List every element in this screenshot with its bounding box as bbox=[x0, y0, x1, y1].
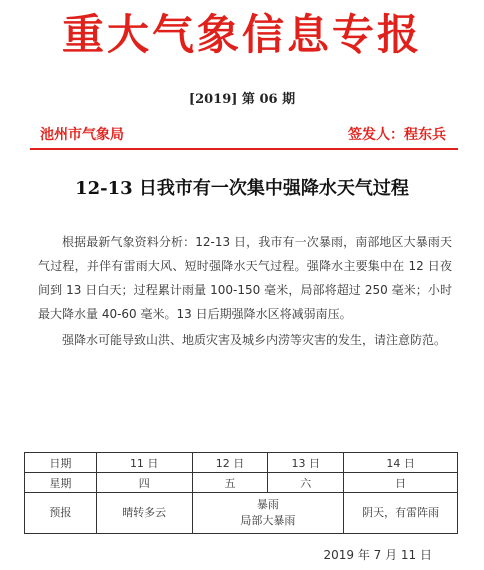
row-label-forecast: 预报 bbox=[25, 493, 97, 534]
issuer-name: 池州市气象局 bbox=[40, 127, 124, 143]
paragraph-analysis: 根据最新气象资料分析：12-13 日，我市有一次暴雨，南部地区大暴雨天气过程，并伴有雷雨大风、短时强降水天气过程。强降水主要集中在 12 日夜间到 13 日白天；过程累计雨量 100-150 毫米，局部将超过 250 毫米；小时最大降水量 40-60 毫米。13 日后期强降水区将减弱南压。 bbox=[38, 235, 452, 321]
bulletin-body bbox=[38, 230, 452, 354]
date-cell: 14 日 bbox=[344, 453, 458, 473]
masthead-title: 重大气象信息专报 bbox=[61, 10, 422, 59]
paragraph-warning: 强降水可能导致山洪、地质灾害及城乡内涝等灾害的发生，请注意防范。 bbox=[62, 333, 447, 347]
weekday-cell: 四 bbox=[96, 473, 192, 493]
table-row-date bbox=[25, 453, 458, 473]
forecast-cell-11: 晴转多云 bbox=[96, 493, 192, 534]
table-row-weekday bbox=[25, 473, 458, 493]
issue-number: [2019] 第 06 期 bbox=[188, 92, 296, 107]
date-cell: 13 日 bbox=[268, 453, 344, 473]
row-label-date: 日期 bbox=[25, 453, 97, 473]
issue-date: 2019 年 7 月 11 日 bbox=[323, 548, 432, 562]
header-divider bbox=[30, 148, 458, 150]
bulletin-headline: 12-13 日我市有一次集中强降水天气过程 bbox=[75, 178, 409, 199]
date-cell: 12 日 bbox=[192, 453, 268, 473]
weekday-cell: 五 bbox=[192, 473, 268, 493]
row-label-weekday: 星期 bbox=[25, 473, 97, 493]
weekday-cell: 日 bbox=[344, 473, 458, 493]
signer-name: 签发人：程东兵 bbox=[348, 127, 446, 143]
forecast-cell-14: 阴天，有雷阵雨 bbox=[344, 493, 458, 534]
forecast-cell-12-13: 暴雨 局部大暴雨 bbox=[192, 493, 344, 534]
table-row-forecast bbox=[25, 493, 458, 534]
forecast-table bbox=[24, 452, 458, 534]
weekday-cell: 六 bbox=[268, 473, 344, 493]
date-cell: 11 日 bbox=[96, 453, 192, 473]
